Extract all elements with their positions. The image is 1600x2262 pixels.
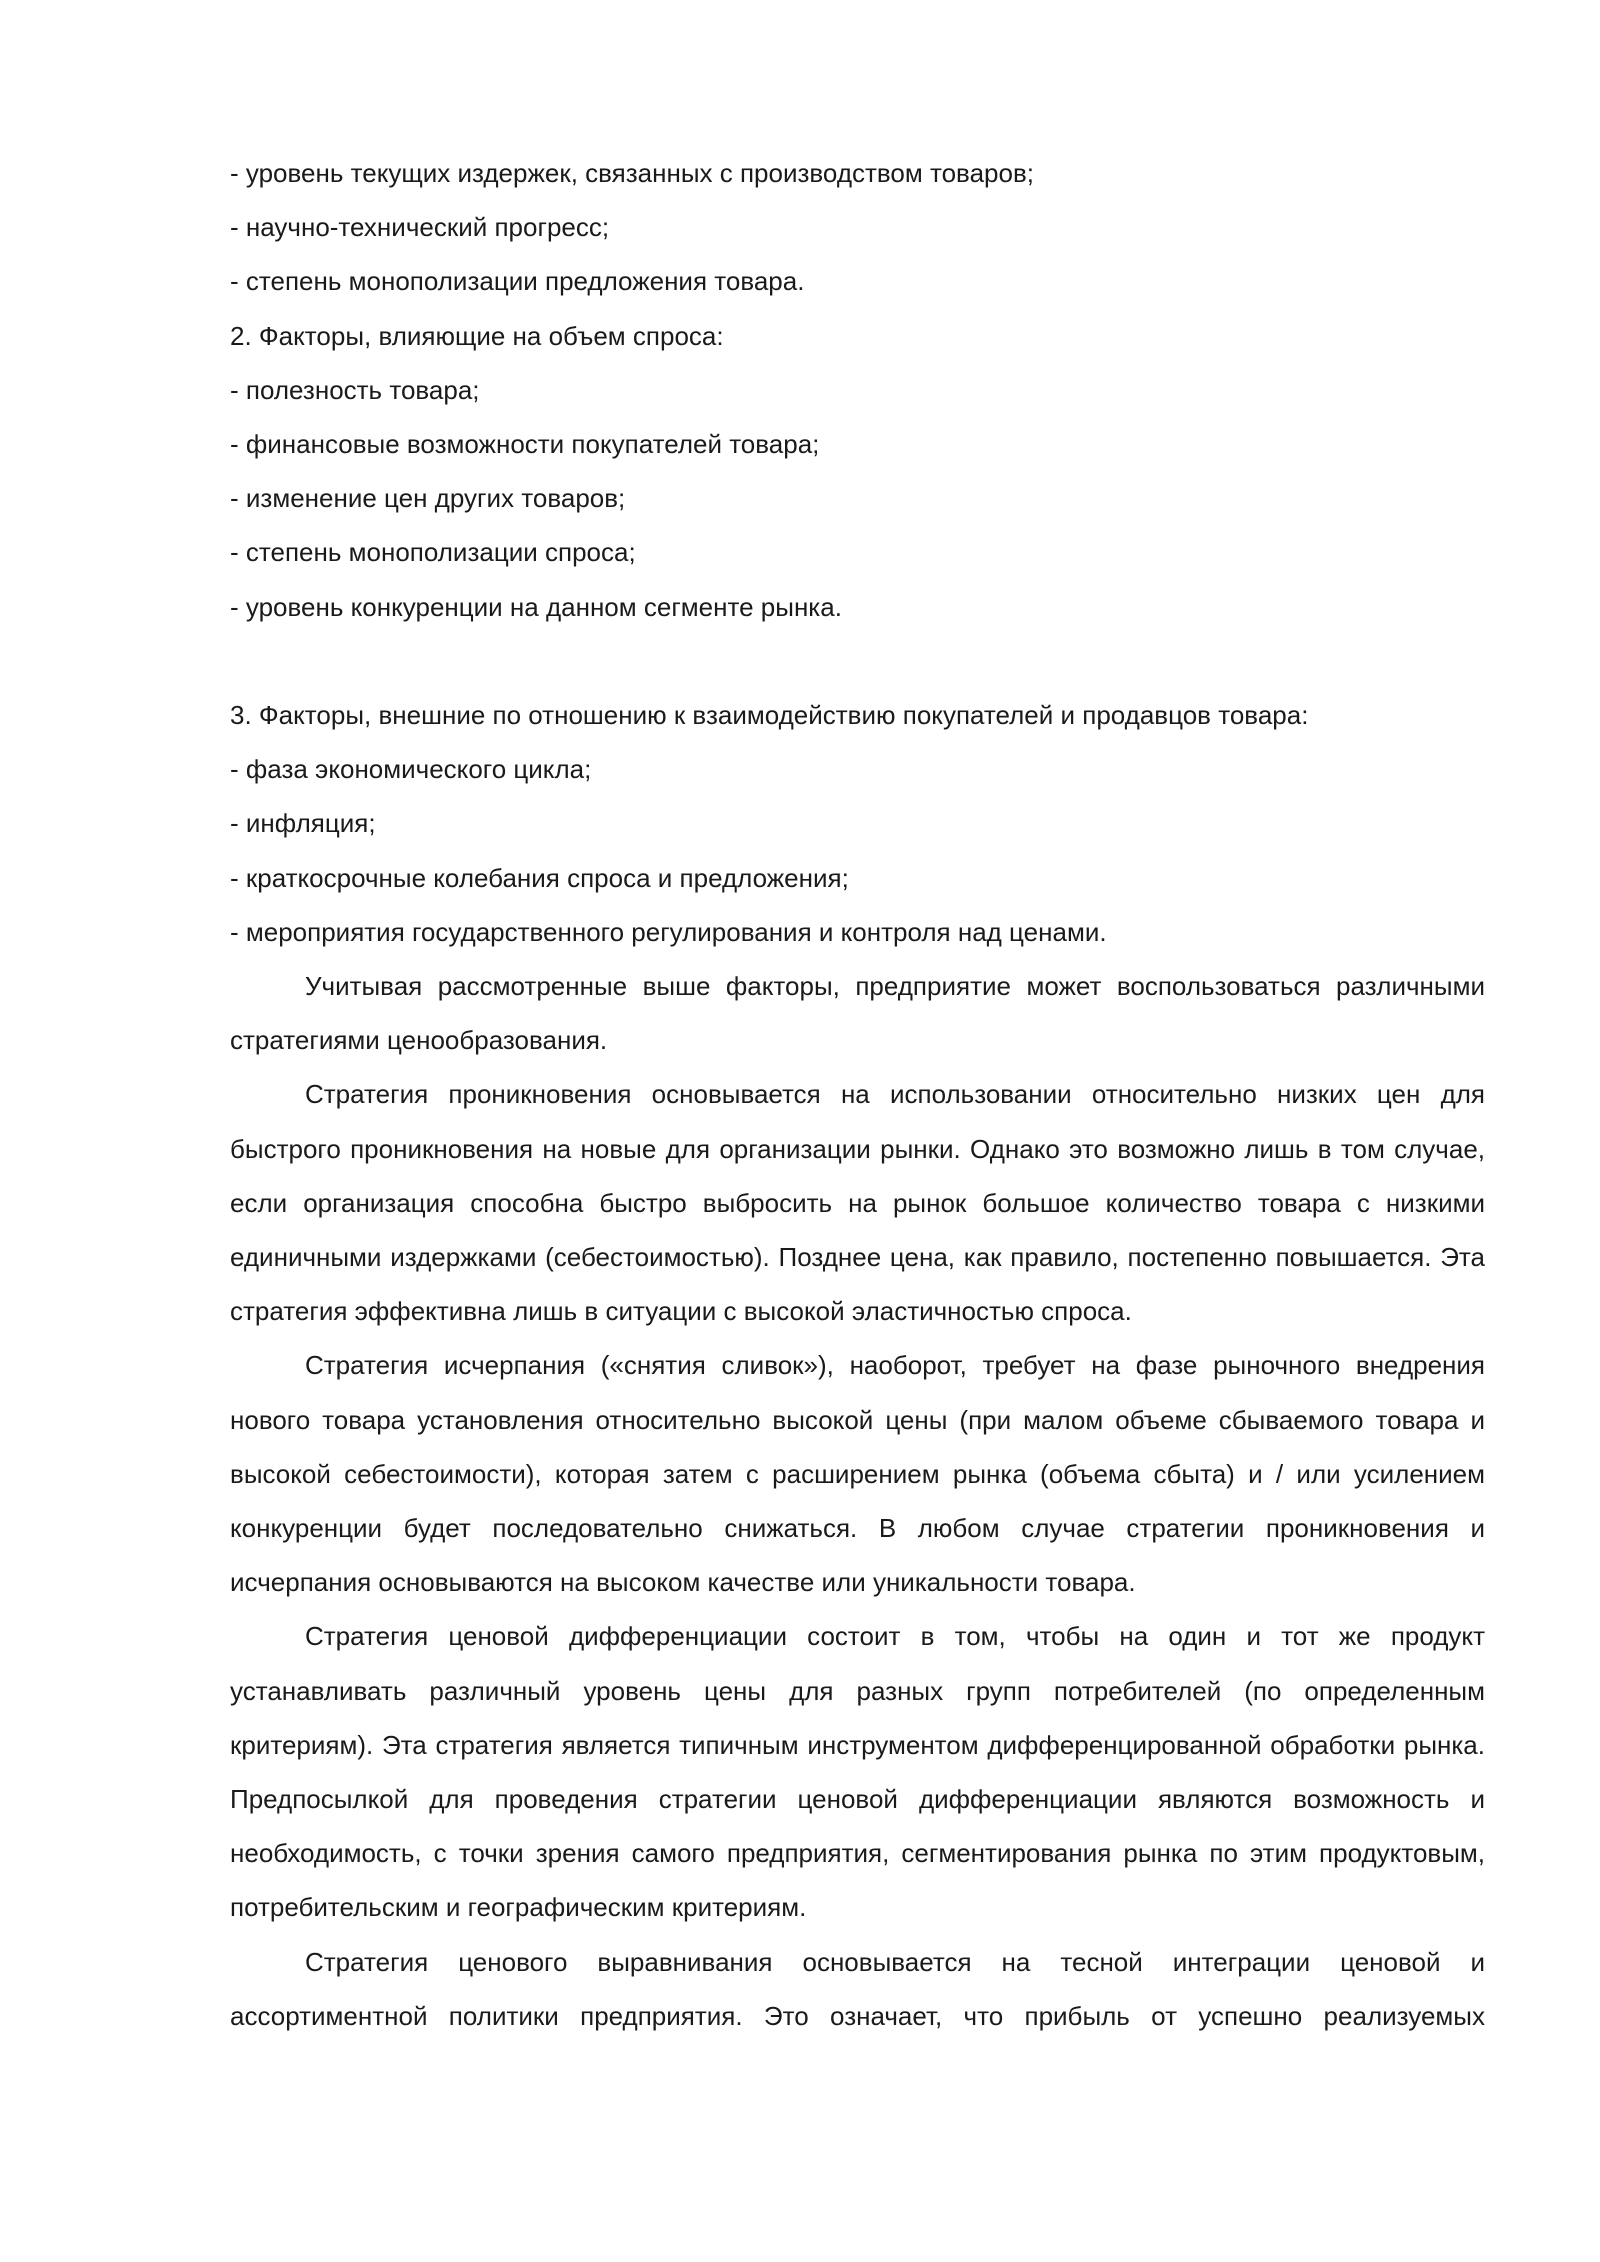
paragraph-differentiation-strategy: Стратегия ценовой дифференциации состоит в том, чтобы на один и тот же продукт устанавливать различный уровень цены для разных групп потребителей (по определенным критериям). Эта стратегия является типичным инструментом дифференцированной обработки рынка. Предпосылкой для проведения стратегии ценовой дифференциации являются возможность и необходимость, с точки зрения самого предприятия, сегментирования рынка по этим продуктовым, потребительским и географическим критериям. bbox=[230, 1621, 1485, 1923]
external-factors-heading: 3. Факторы, внешние по отношению к взаимодействию покупателей и продавцов товара: bbox=[230, 700, 1309, 731]
paragraph-equalization-strategy: Стратегия ценового выравнивания основывается на тесной интеграции ценовой и ассортиментной политики предприятия. Это означает, что прибыль от успешно реализуемых bbox=[230, 1946, 1485, 2031]
document-body bbox=[230, 146, 1485, 2043]
blank-line bbox=[230, 634, 1485, 688]
list-item-demand-competition: - уровень конкуренции на данном сегменте рынка. bbox=[230, 591, 842, 622]
list-item-external-cycle: - фаза экономического цикла; bbox=[230, 754, 592, 785]
paragraph-intro: Учитывая рассмотренные выше факторы, предприятие может воспользоваться различными стратегиями ценообразования. bbox=[230, 971, 1485, 1056]
demand-factors-heading: 2. Факторы, влияющие на объем спроса: bbox=[230, 320, 724, 351]
list-item-supply-monopoly: - степень монополизации предложения товара. bbox=[230, 266, 805, 297]
list-item-external-fluctuations: - краткосрочные колебания спроса и предложения; bbox=[230, 862, 849, 893]
list-item-supply-progress: - научно-технический прогресс; bbox=[230, 212, 610, 243]
list-item-demand-utility: - полезность товара; bbox=[230, 374, 480, 405]
list-item-demand-monopoly: - степень монополизации спроса; bbox=[230, 537, 636, 568]
list-item-demand-prices: - изменение цен других товаров; bbox=[230, 483, 626, 514]
list-item-supply-costs: - уровень текущих издержек, связанных с производством товаров; bbox=[230, 158, 1034, 188]
paragraph-skimming-strategy: Стратегия исчерпания («снятия сливок»), наоборот, требует на фазе рыночного внедрения нового товара установления относительно высокой цены (при малом объеме сбываемого товара и высокой себестоимости), которая затем с расширением рынка (объема сбыта) и / или усилением конкуренции будет последовательно снижаться. В любом случае стратегии проникновения и исчерпания основываются на высоком качестве или уникальности товара. bbox=[230, 1350, 1485, 1598]
list-item-external-inflation: - инфляция; bbox=[230, 808, 376, 839]
paragraph-penetration-strategy: Стратегия проникновения основывается на использовании относительно низких цен для быстрого проникновения на новые для организации рынки. Однако это возможно лишь в том случае, если организация способна быстро выбросить на рынок большое количество товара с низкими единичными издержками (себестоимостью). Позднее цена, как правило, постепенно повышается. Эта стратегия эффективна лишь в ситуации с высокой эластичностью спроса. bbox=[230, 1079, 1485, 1327]
list-item-demand-finance: - финансовые возможности покупателей товара; bbox=[230, 429, 820, 460]
list-item-external-regulation: - мероприятия государственного регулирования и контроля над ценами. bbox=[230, 916, 1107, 947]
